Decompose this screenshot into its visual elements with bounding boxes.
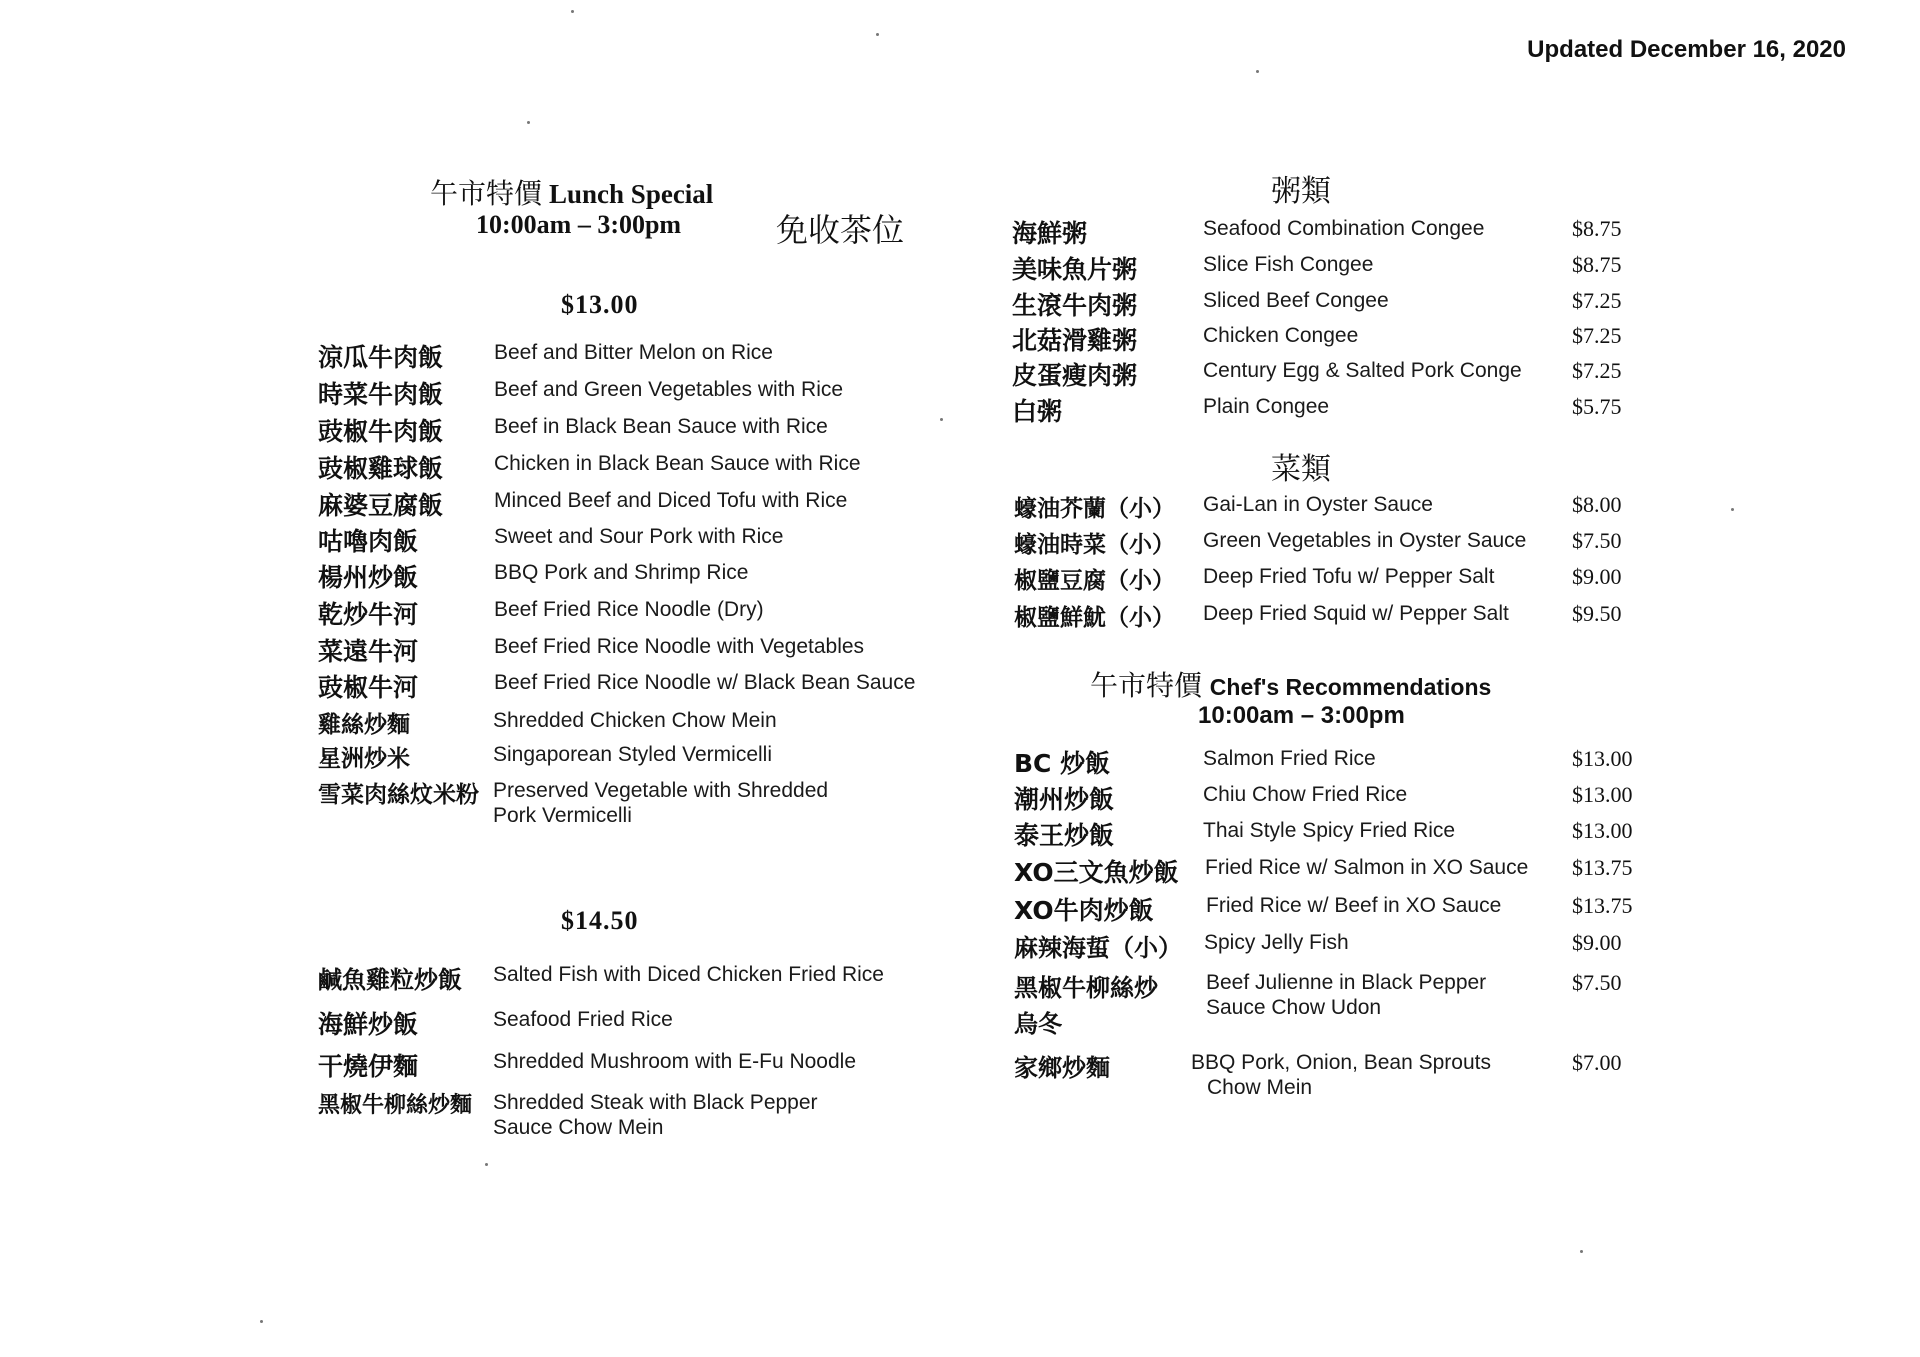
item-price: $8.75 — [1572, 252, 1622, 277]
item-cn: 咕嚕肉飯 — [318, 527, 419, 556]
item-en-line2: Chow Mein — [1207, 1076, 1313, 1099]
chef-title-en: Chef's Recommendations — [1209, 674, 1492, 700]
item-en: Seafood Fried Rice — [493, 1008, 673, 1031]
item-en: Fried Rice w/ Salmon in XO Sauce — [1205, 856, 1529, 879]
item-cn: 楊州炒飯 — [318, 563, 419, 592]
item-en: Salmon Fried Rice — [1203, 747, 1376, 770]
item-en: Chicken Congee — [1203, 324, 1359, 347]
item-cn: XO三文魚炒飯 — [1014, 858, 1179, 887]
item-en: Seafood Combination Congee — [1203, 217, 1485, 240]
item-en: Preserved Vegetable with Shredded — [493, 779, 829, 802]
item-cn: 美味魚片粥 — [1012, 255, 1138, 284]
item-cn: 海鮮粥 — [1012, 219, 1088, 248]
item-cn: 皮蛋瘦肉粥 — [1012, 361, 1138, 390]
chef-recommendations-title — [1090, 664, 1491, 704]
item-cn: 家鄉炒麵 — [1014, 1054, 1110, 1082]
group2-price: $14.50 — [561, 906, 639, 935]
item-cn: 豉椒雞球飯 — [318, 454, 444, 483]
item-en: Chiu Chow Fried Rice — [1203, 783, 1408, 806]
item-price: $5.75 — [1572, 394, 1622, 419]
item-en: Beef and Green Vegetables with Rice — [494, 378, 844, 401]
scan-speck — [571, 10, 574, 13]
no-tea-charge-note: 免收茶位 — [776, 212, 905, 248]
item-en: Sliced Beef Congee — [1203, 289, 1389, 312]
item-cn: 豉椒牛肉飯 — [318, 417, 444, 446]
updated-date: Updated December 16, 2020 — [1527, 36, 1846, 63]
group1-price: $13.00 — [561, 290, 639, 319]
item-price: $7.25 — [1572, 288, 1622, 313]
item-cn: 時菜牛肉飯 — [318, 380, 444, 409]
item-en: Beef Fried Rice Noodle (Dry) — [494, 598, 764, 621]
item-en: Thai Style Spicy Fried Rice — [1203, 819, 1456, 842]
item-cn: 蠔油時菜（小） — [1014, 532, 1175, 558]
item-price: $13.00 — [1572, 782, 1633, 807]
lunch-special-title — [430, 172, 713, 212]
item-en: BBQ Pork and Shrimp Rice — [494, 561, 749, 584]
item-price: $9.00 — [1572, 564, 1622, 589]
item-cn: BC 炒飯 — [1014, 749, 1111, 778]
item-en: Century Egg & Salted Pork Conge — [1203, 359, 1522, 382]
item-cn: 生滾牛肉粥 — [1012, 291, 1138, 320]
item-en: Beef in Black Bean Sauce with Rice — [494, 415, 828, 438]
item-price: $7.50 — [1572, 528, 1622, 553]
item-en: Slice Fish Congee — [1203, 253, 1374, 276]
item-cn: 海鮮炒飯 — [318, 1010, 419, 1039]
item-cn: 干燒伊麵 — [318, 1052, 419, 1081]
item-en: BBQ Pork, Onion, Bean Sprouts — [1191, 1051, 1491, 1074]
chef-hours: 10:00am – 3:00pm — [1198, 702, 1405, 729]
item-price: $13.00 — [1572, 746, 1633, 771]
item-cn: 白粥 — [1012, 397, 1063, 426]
item-cn-line2: 烏冬 — [1014, 1010, 1062, 1038]
item-cn: 涼瓜牛肉飯 — [318, 343, 444, 372]
item-en: Salted Fish with Diced Chicken Fried Rice — [493, 963, 884, 986]
item-cn: 泰王炒飯 — [1014, 821, 1115, 850]
item-en: Green Vegetables in Oyster Sauce — [1203, 529, 1527, 552]
item-cn: 北菇滑雞粥 — [1012, 326, 1138, 355]
item-cn: 鹹魚雞粒炒飯 — [318, 966, 462, 994]
item-price: $7.25 — [1572, 358, 1622, 383]
scan-speck — [527, 121, 530, 124]
item-price: $7.00 — [1572, 1050, 1622, 1075]
item-cn: 麻辣海蜇（小） — [1014, 934, 1182, 962]
item-en-line2: Sauce Chow Mein — [493, 1116, 664, 1139]
item-en: Shredded Steak with Black Pepper — [493, 1091, 818, 1114]
item-cn: 蠔油芥蘭（小） — [1014, 496, 1175, 522]
item-en: Beef Julienne in Black Pepper — [1206, 971, 1487, 994]
item-en: Deep Fried Squid w/ Pepper Salt — [1203, 602, 1509, 625]
vegetables-heading: 菜類 — [1271, 453, 1331, 486]
item-en: Deep Fried Tofu w/ Pepper Salt — [1203, 565, 1495, 588]
item-cn: 雪菜肉絲炆米粉 — [318, 782, 479, 808]
scan-speck — [1256, 70, 1259, 73]
scan-speck — [485, 1163, 488, 1166]
lunch-special-title-cn: 午市特價 — [430, 179, 543, 210]
item-en: Beef and Bitter Melon on Rice — [494, 341, 773, 364]
item-cn: 菜遠牛河 — [318, 637, 419, 666]
item-en: Minced Beef and Diced Tofu with Rice — [494, 489, 848, 512]
congee-heading: 粥類 — [1271, 175, 1331, 208]
scan-speck — [260, 1320, 263, 1323]
item-cn: XO牛肉炒飯 — [1014, 896, 1154, 925]
item-cn: 乾炒牛河 — [318, 600, 419, 629]
item-en: Chicken in Black Bean Sauce with Rice — [494, 452, 861, 475]
item-cn: 椒鹽鮮魷（小） — [1014, 605, 1175, 631]
item-price: $8.75 — [1572, 216, 1622, 241]
item-price: $13.00 — [1572, 818, 1633, 843]
chef-title-cn: 午市特價 — [1090, 671, 1203, 702]
item-price: $7.50 — [1572, 970, 1622, 995]
item-cn: 麻婆豆腐飯 — [318, 491, 444, 520]
item-cn: 黑椒牛柳絲炒 — [1014, 974, 1158, 1002]
item-en: Singaporean Styled Vermicelli — [493, 743, 772, 766]
item-en: Spicy Jelly Fish — [1204, 931, 1349, 954]
item-en-line2: Sauce Chow Udon — [1206, 996, 1382, 1019]
item-cn: 黑椒牛柳絲炒麵 — [318, 1093, 473, 1118]
item-cn: 豉椒牛河 — [318, 673, 419, 702]
item-price: $9.50 — [1572, 601, 1622, 626]
item-cn: 椒鹽豆腐（小） — [1014, 568, 1175, 594]
scan-speck — [1731, 508, 1734, 511]
item-price: $13.75 — [1572, 855, 1633, 880]
item-en-line2: Pork Vermicelli — [493, 804, 632, 827]
item-price: $8.00 — [1572, 492, 1622, 517]
item-cn: 星洲炒米 — [318, 746, 410, 772]
lunch-special-hours: 10:00am – 3:00pm — [476, 210, 682, 239]
item-price: $13.75 — [1572, 893, 1633, 918]
scan-speck — [1580, 1250, 1583, 1253]
item-en: Shredded Chicken Chow Mein — [493, 709, 777, 732]
item-cn: 潮州炒飯 — [1014, 785, 1115, 814]
lunch-special-title-en: Lunch Special — [549, 179, 714, 209]
scan-speck — [876, 33, 879, 36]
item-en: Fried Rice w/ Beef in XO Sauce — [1206, 894, 1502, 917]
item-en: Beef Fried Rice Noodle with Vegetables — [494, 635, 865, 658]
item-en: Gai-Lan in Oyster Sauce — [1203, 493, 1433, 516]
item-en: Sweet and Sour Pork with Rice — [494, 525, 784, 548]
item-price: $7.25 — [1572, 323, 1622, 348]
item-en: Plain Congee — [1203, 395, 1330, 418]
scan-speck — [940, 418, 943, 421]
item-price: $9.00 — [1572, 930, 1622, 955]
item-en: Beef Fried Rice Noodle w/ Black Bean Sauce — [494, 671, 916, 694]
item-cn: 雞絲炒麵 — [318, 712, 410, 738]
item-en: Shredded Mushroom with E-Fu Noodle — [493, 1050, 857, 1073]
